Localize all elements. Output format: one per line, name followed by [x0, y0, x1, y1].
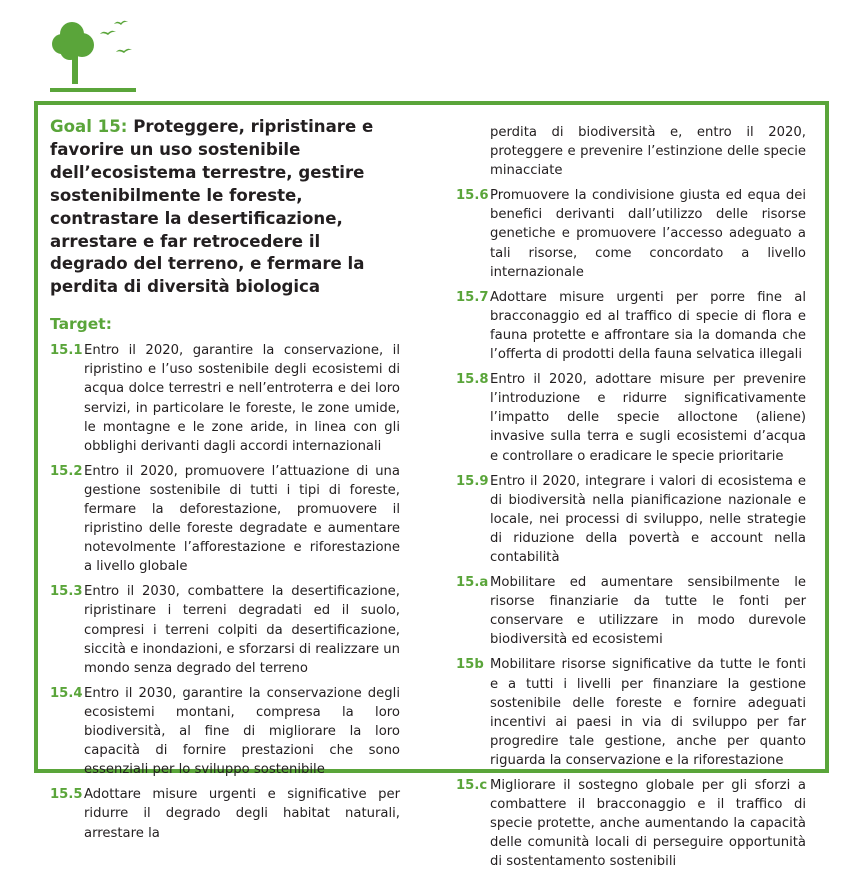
target-text: Entro il 2030, garantire la conservazione degli ecosistemi montani, compresa la loro biodiversità, al fine di migliorare la loro capacità di fornire prestazioni che sono essenziali per lo sviluppo sostenibile — [84, 685, 400, 778]
right-column — [456, 123, 806, 877]
target-text: Adottare misure urgenti e significative per ridurre il degrado degli habitat naturali, arrestare la — [84, 787, 400, 841]
tree-birds-icon — [50, 18, 136, 84]
left-column — [50, 116, 400, 849]
target-number: 15.2 — [50, 463, 83, 479]
target-text: Entro il 2020, promuovere l’attuazione di una gestione sostenibile di tutti i tipi di foreste, fermare la deforestazione, promuovere il ripristino delle foreste degradate e aumentare notevolmente l’afforestazione e riforestazione a livello globale — [84, 463, 400, 575]
target-15-5-continued: perdita di biodiversità e, entro il 2020, proteggere e prevenire l’estinzione delle specie minacciate — [490, 125, 806, 179]
target-number: 15.9 — [456, 473, 489, 489]
target-text: Mobilitare ed aumentare sensibilmente le risorse finanziarie da tutte le fonti per conservare e utilizzare in modo durevole biodiversità ed ecosistemi — [490, 575, 806, 648]
target-number: 15.3 — [50, 584, 83, 600]
target-list-left — [50, 341, 400, 842]
goal-label: Goal 15: — [50, 117, 128, 136]
target-item — [50, 341, 400, 456]
target-number: 15.5 — [50, 787, 83, 803]
target-list-right — [456, 186, 806, 871]
target-text: Entro il 2020, adottare misure per prevenire l’introduzione e ridurre significativamente l’impatto delle specie alloctone (aliene) invasive sulla terra e sugli ecosistemi d’acqua e controllare o eradicare le specie prioritarie — [490, 372, 806, 464]
target-number: 15.4 — [50, 685, 83, 701]
target-text: Entro il 2030, combattere la desertificazione, ripristinare i terreni degradati ed il suolo, compresi i terreni colpiti da desertificazione, siccità e inondazioni, e sforzarsi di realizzare un mondo senza degrado del terreno — [84, 584, 400, 676]
target-item — [456, 186, 806, 281]
target-item — [456, 655, 806, 770]
goal-title — [50, 116, 400, 299]
target-item — [456, 288, 806, 364]
icon-underline — [50, 88, 136, 92]
goal-title-text: Proteggere, ripristinare e favorire un uso sostenibile dell’ecosistema terrestre, gestire sostenibilmente le foreste, contrastare la desertificazione, arrestare e far retrocedere il degrado del terreno, e fermare la perdita di diversità biologica — [50, 117, 374, 297]
target-item — [456, 776, 806, 871]
target-item — [456, 370, 806, 465]
target-item — [456, 472, 806, 567]
target-text: Entro il 2020, integrare i valori di ecosistema e di biodiversità nella pianificazione nazionale e locale, nei processi di sviluppo, nelle strategie di riduzione della povertà e account nella contabilità — [490, 473, 806, 565]
target-text: Migliorare il sostegno globale per gli sforzi a combattere il bracconaggio e il traffico di specie protette, anche aumentando la capacità delle comunità locali di perseguire opportunità di sostentamento sostenibili — [490, 778, 806, 870]
target-item — [456, 573, 806, 649]
target-text: Mobilitare risorse significative da tutte le fonti e a tutti i livelli per finanziare la gestione sostenibile delle foreste e fornire adeguati incentivi ai paesi in via di sviluppo per far progredire tale gestione, anche per quanto riguarda la conservazione e la riforestazione — [490, 657, 806, 768]
target-item — [50, 785, 400, 842]
target-number: 15.a — [456, 575, 489, 591]
target-text: Entro il 2020, garantire la conservazione, il ripristino e l’uso sostenibile degli ecosistemi di acqua dolce terrestri e nell’entroterra e dei loro servizi, in particolare le foreste, le zone umide, le montagne e le zone aride, in linea con gli obblighi derivanti dagli accordi internazionali — [84, 343, 400, 454]
target-number: 15.c — [456, 778, 488, 793]
target-number: 15.6 — [456, 188, 489, 204]
target-item — [50, 582, 400, 677]
target-text: Adottare misure urgenti per porre fine al bracconaggio ed al traffico di specie di flora e fauna protette e affrontare sia la domanda che l’offerta di prodotti della fauna selvatica illegali — [490, 289, 806, 363]
target-number: 15.7 — [456, 289, 489, 305]
target-number: 15b — [456, 657, 484, 673]
target-number: 15.1 — [50, 343, 83, 359]
target-number: 15.8 — [456, 372, 489, 388]
target-heading: Target: — [50, 315, 112, 334]
target-item — [50, 684, 400, 779]
target-text: Promuovere la condivisione giusta ed equa dei benefici derivanti dall’utilizzo delle risorse genetiche e promuovere l’accesso adeguato a tali risorse, come concordato a livello internazionale — [490, 188, 806, 280]
target-item — [50, 462, 400, 577]
